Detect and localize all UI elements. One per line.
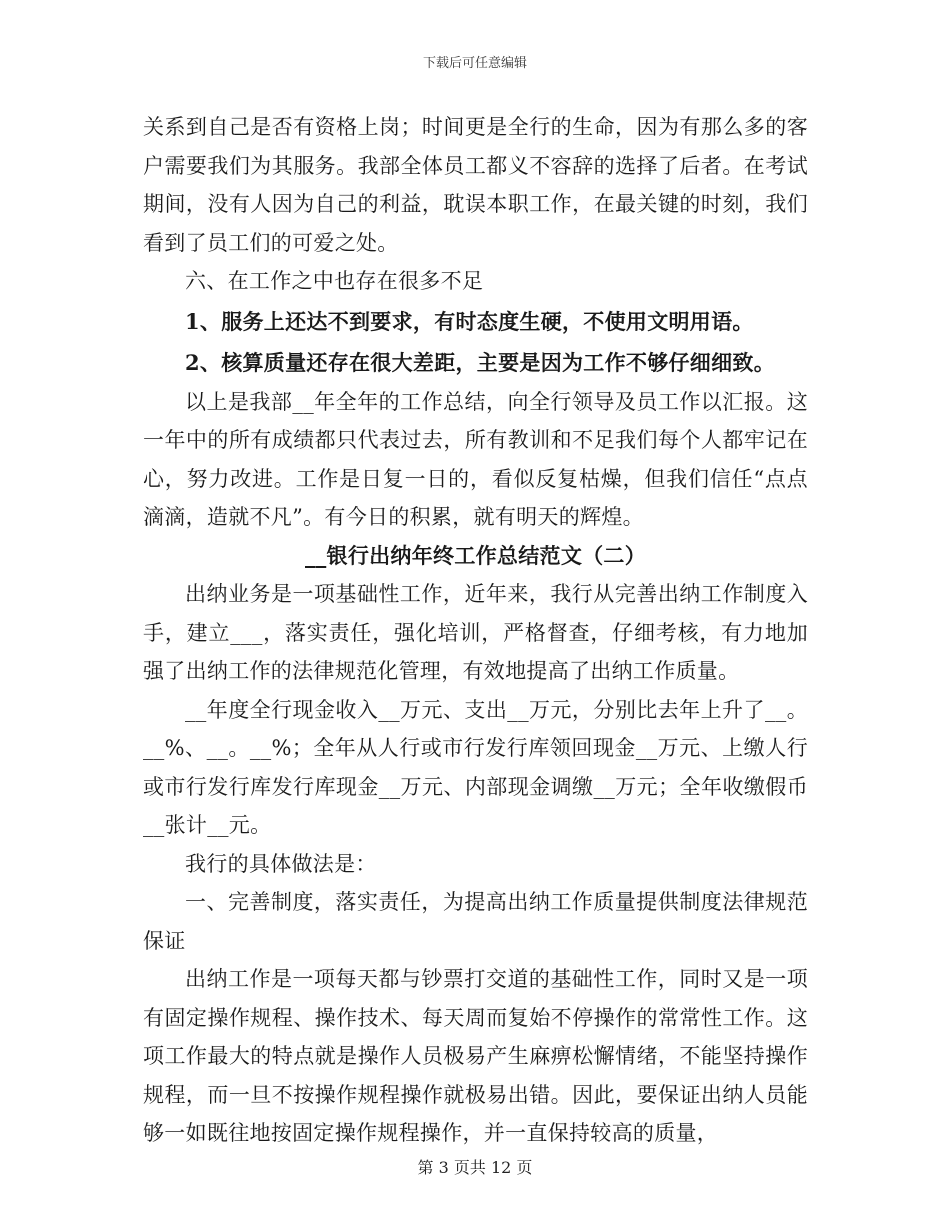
body-paragraph: 出纳业务是一项基础性工作，近年来，我行从完善出纳工作制度入手，建立___，落实责任，强化培训，严格督查，仔细考核，有力地加强了出纳工作的法律规范化管理，有效地提高了出纳工作质量。 (143, 582, 808, 683)
list-item: 1、服务上还达不到要求，有时态度生硬，不使用文明用语。 (185, 308, 754, 334)
page-header: 下载后可任意编辑 (422, 56, 527, 71)
body-paragraph: 关系到自己是否有资格上岗；时间更是全行的生命，因为有那么多的客户需要我们为其服务。我部全体员工都义不容辞的选择了后者。在考试期间，没有人因为自己的利益，耽误本职工作，在最关键的时刻，我们看到了员工们的可爱之处。 (143, 115, 808, 255)
body-paragraph: 以上是我部__年全年的工作总结，向全行领导及员工作以汇报。这一年中的所有成绩都只代表过去，所有教训和不足我们每个人都牢记在心，努力改进。工作是日复一日的，看似反复枯燥，但我们信任“点点滴滴，造就不凡”。有今日的积累，就有明天的辉煌。 (143, 389, 808, 529)
body-paragraph: 我行的具体做法是： (185, 851, 377, 876)
section-title: __银行出纳年终工作总结范文（二） (304, 542, 647, 568)
section-heading: 六、在工作之中也存在很多不足 (185, 269, 484, 293)
document-body (143, 108, 808, 1153)
body-paragraph: 出纳工作是一项每天都与钞票打交道的基础性工作，同时又是一项有固定操作规程、操作技术、每天周而复始不停操作的常常性工作。这项工作最大的特点就是操作人员极易产生麻痹松懈情绪，不能坚持操作规程，而一旦不按操作规程操作就极易出错。因此，要保证出纳人员能够一如既往地按固定操作规程操作，并一直保持较高的质量， (143, 967, 808, 1145)
page-footer: 第 3 页共 12 页 (417, 1158, 533, 1177)
body-paragraph: __年度全行现金收入__万元、支出__万元，分别比去年上升了__。__%、__。__%；全年从人行或市行发行库领回现金__万元、上缴人行或市行发行库发行库现金__万元、内部现金调缴__万元；全年收缴假币__张计__元。 (143, 697, 808, 837)
section-heading: 一、完善制度，落实责任，为提高出纳工作质量提供制度法律规范保证 (143, 890, 808, 953)
list-item: 2、核算质量还存在很大差距，主要是因为工作不够仔细细致。 (185, 349, 776, 375)
